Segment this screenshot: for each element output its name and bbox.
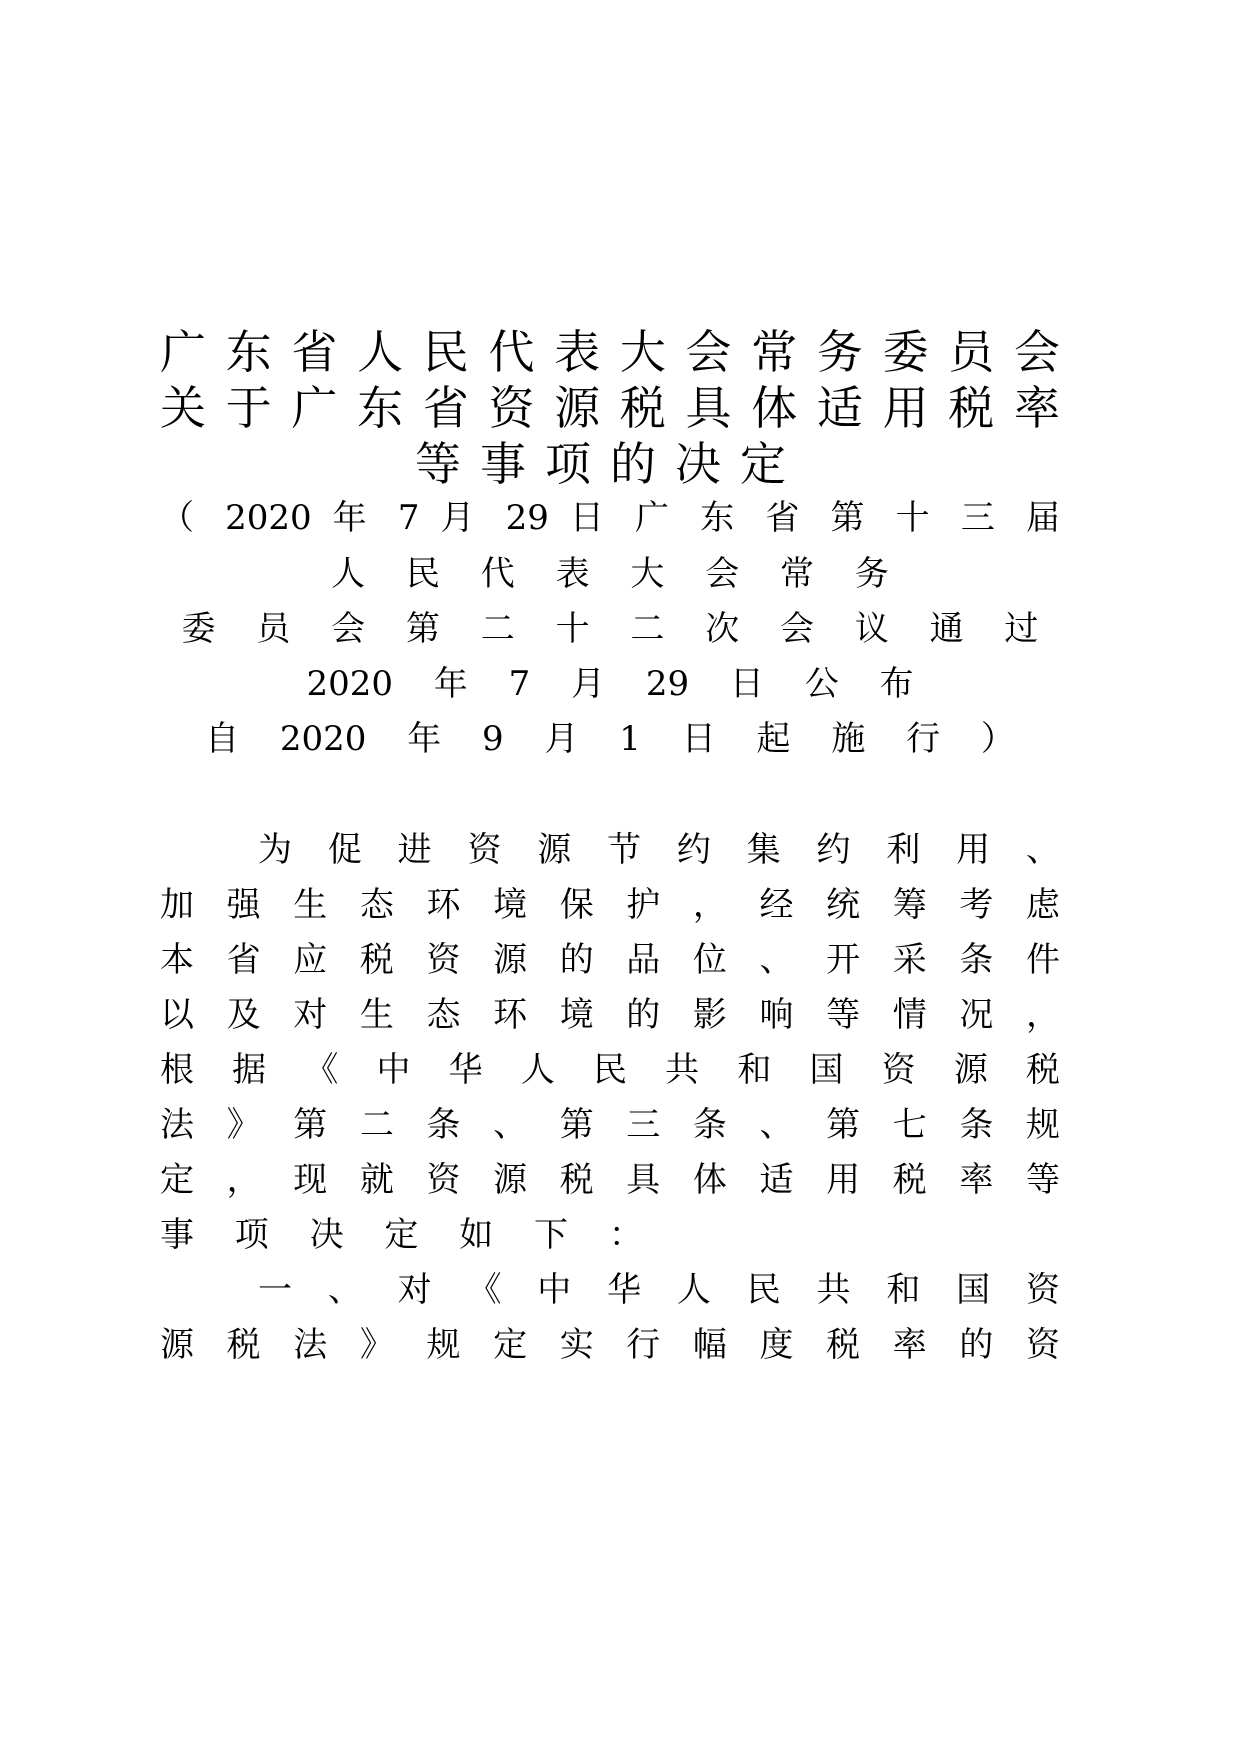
paragraph-2-line-1: 一 、 对 《 中 华 人 民 共 和 国 资 <box>258 1270 1060 1310</box>
paragraph-1-line-7: 定 ， 现 就 资 源 税 具 体 适 用 税 率 等 <box>160 1160 1060 1200</box>
paragraph-1-line-8: 事 项 决 定 如 下 ： <box>160 1215 643 1255</box>
paragraph-1-line-1: 为 促 进 资 源 节 约 集 约 利 用 、 <box>258 830 1060 870</box>
meta-line-1: （ 2020 年 7 月 29 日 广 东 省 第 十 三 届 <box>160 498 1060 538</box>
paragraph-1-line-4: 以 及 对 生 态 环 境 的 影 响 等 情 况 ， <box>160 995 1060 1035</box>
title-line-3: 等事项的决定 <box>415 437 805 491</box>
meta-line-3: 委 员 会 第 二 十 二 次 会 议 通 过 <box>181 609 1039 649</box>
paragraph-1-line-2: 加 强 生 态 环 境 保 护 ， 经 统 筹 考 虑 <box>160 885 1060 925</box>
paragraph-1-line-6: 法 》 第 二 条 、 第 三 条 、 第 七 条 规 <box>160 1105 1060 1145</box>
paragraph-1-line-3: 本 省 应 税 资 源 的 品 位 、 开 采 条 件 <box>160 940 1060 980</box>
meta-line-5: 自 2020 年 9 月 1 日 起 施 行 ） <box>205 719 1015 759</box>
title-line-1: 广东省人民代表大会常务委员会 <box>160 325 1060 379</box>
paragraph-1-line-5: 根 据 《 中 华 人 民 共 和 国 资 源 税 <box>160 1050 1060 1090</box>
paragraph-2-line-2: 源 税 法 》 规 定 实 行 幅 度 税 率 的 资 <box>160 1325 1060 1365</box>
title-line-2: 关于广东省资源税具体适用税率 <box>160 381 1060 435</box>
meta-line-4: 2020 年 7 月 29 日 公 布 <box>306 664 914 704</box>
meta-line-2: 人 民 代 表 大 会 常 务 <box>331 554 889 594</box>
